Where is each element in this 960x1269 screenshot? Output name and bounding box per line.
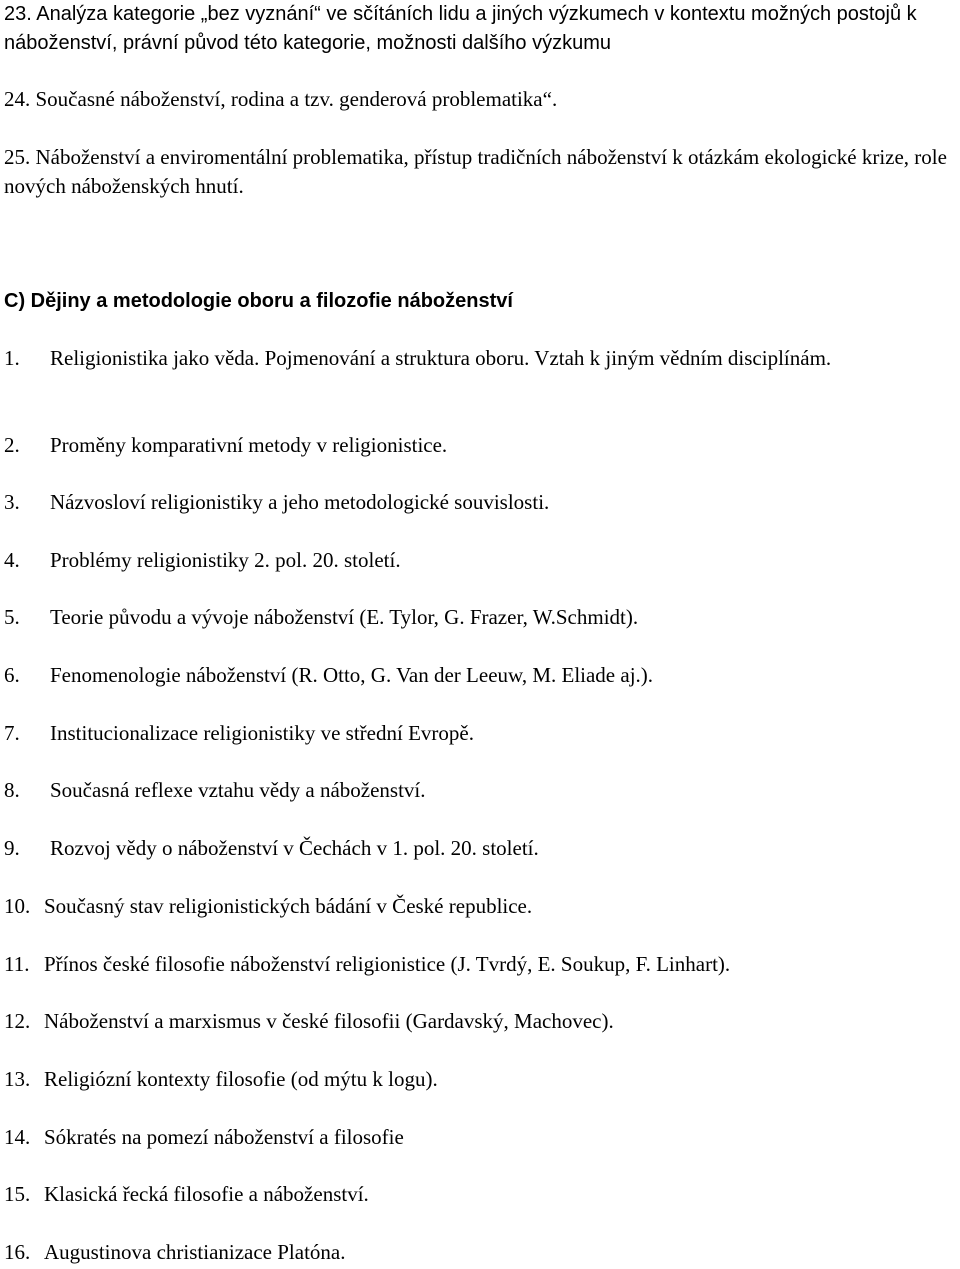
list-item — [4, 1065, 954, 1094]
item-text: Názvosloví religionistiky a jeho metodologické souvislosti. — [50, 490, 550, 514]
list-item — [4, 834, 954, 863]
item-text: Religionistika jako věda. Pojmenování a struktura oboru. Vztah k jiným vědním disciplínám. — [50, 346, 832, 370]
item-number: 11. — [4, 952, 30, 976]
item-text: Proměny komparativní metody v religionistice. — [50, 433, 448, 457]
list-item — [4, 431, 954, 460]
item-number: 7. — [4, 721, 20, 745]
item-text: Současná reflexe vztahu vědy a náboženství. — [50, 778, 426, 802]
list-item — [4, 546, 954, 575]
list-item — [4, 661, 954, 690]
item-number: 4. — [4, 548, 20, 572]
list-item — [4, 603, 954, 632]
list-item — [4, 776, 954, 805]
item-text: Rozvoj vědy o náboženství v Čechách v 1. pol. 20. století. — [50, 836, 539, 860]
item-number: 6. — [4, 663, 20, 687]
item-number: 16. — [4, 1240, 31, 1264]
item-number: 1. — [4, 346, 20, 370]
item-number: 13. — [4, 1067, 31, 1091]
list-item — [4, 1180, 954, 1209]
item-text: Klasická řecká filosofie a náboženství. — [44, 1182, 369, 1206]
item-text: Augustinova christianizace Platóna. — [44, 1240, 346, 1264]
item-text: Fenomenologie náboženství (R. Otto, G. Van der Leeuw, M. Eliade aj.). — [50, 663, 654, 687]
list-item — [4, 1123, 954, 1152]
item-number: 3. — [4, 490, 20, 514]
item-text: Problémy religionistiky 2. pol. 20. století. — [50, 548, 401, 572]
intro-item-24: 24. Současné náboženství, rodina a tzv. genderová problematika“. — [4, 87, 558, 111]
item-number: 10. — [4, 894, 31, 918]
item-number: 14. — [4, 1125, 31, 1149]
list-item — [4, 1238, 954, 1267]
item-number: 5. — [4, 605, 20, 629]
list-item — [4, 488, 954, 517]
item-text: Teorie původu a vývoje náboženství (E. Tylor, G. Frazer, W.Schmidt). — [50, 605, 639, 629]
item-text: Institucionalizace religionistiky ve střední Evropě. — [50, 721, 474, 745]
list-item — [4, 1007, 954, 1036]
intro-item-25: 25. Náboženství a enviromentální problematika, přístup tradičních náboženství k otázkám ekologické krize, role nových náboženských hnutí. — [4, 145, 947, 198]
item-text: Současný stav religionistických bádání v České republice. — [44, 894, 533, 918]
section-heading: C) Dějiny a metodologie oboru a filozofie náboženství — [4, 290, 513, 312]
item-text: Náboženství a marxismus v české filosofii (Gardavský, Machovec). — [44, 1009, 614, 1033]
item-text: Religiózní kontexty filosofie (od mýtu k logu). — [44, 1067, 438, 1091]
item-text: Přínos české filosofie náboženství religionistice (J. Tvrdý, E. Soukup, F. Linhart). — [44, 952, 731, 976]
item-number: 2. — [4, 433, 20, 457]
intro-item-23: 23. Analýza kategorie „bez vyznání“ ve sčítáních lidu a jiných výzkumech v kontextu možných postojů k náboženství, právní původ této kategorie, možnosti dalšího výzkumu — [4, 3, 917, 54]
item-number: 8. — [4, 778, 20, 802]
item-number: 15. — [4, 1182, 31, 1206]
item-number: 12. — [4, 1009, 31, 1033]
list-item — [4, 719, 954, 748]
list-item — [4, 892, 954, 921]
list-item — [4, 950, 954, 979]
item-number: 9. — [4, 836, 20, 860]
list-item — [4, 344, 954, 373]
item-text: Sókratés na pomezí náboženství a filosofie — [44, 1125, 404, 1149]
